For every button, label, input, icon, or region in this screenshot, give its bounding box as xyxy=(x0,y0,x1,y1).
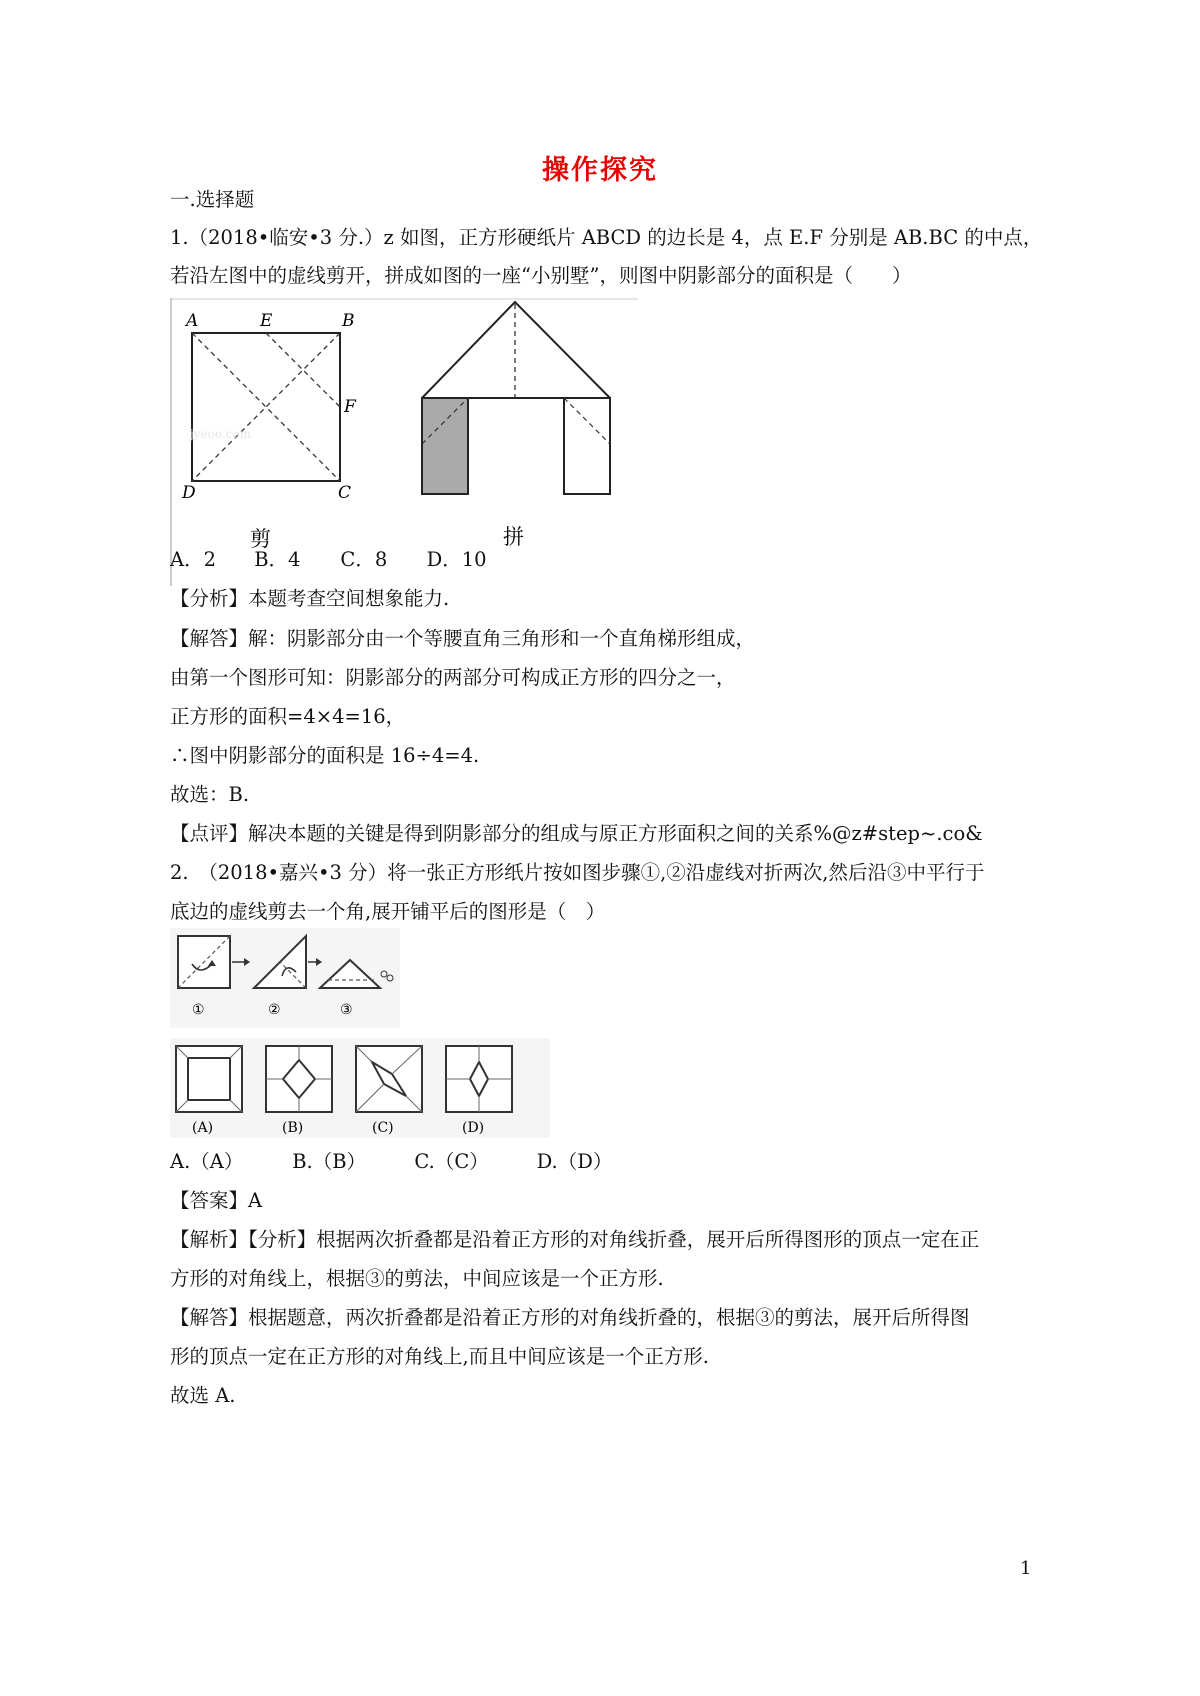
q2-answer: 【答案】A xyxy=(170,1189,263,1212)
q2-explain-line: 【解析】【分析】根据两次折叠都是沿着正方形的对角线折叠，展开后所得图形的顶点一定在正 xyxy=(170,1228,980,1251)
q1-stem-line2: 若沿左图中的虚线剪开，拼成如图的一座“小别墅”，则图中阴影部分的面积是（ ） xyxy=(170,264,912,287)
choice-c-shape xyxy=(356,1046,422,1112)
label-d: D xyxy=(182,483,196,503)
page-title: 操作探究 xyxy=(542,155,658,186)
q2-explain-line: 方形的对角线上，根据③的剪法，中间应该是一个正方形. xyxy=(170,1267,664,1290)
q1-answer-line: ∴图中阴影部分的面积是 16÷4=4. xyxy=(170,744,480,767)
q1-option-b[interactable]: B．4 xyxy=(254,548,301,571)
q1-stem-line1: 1.（2018•临安•3 分.）z 如图，正方形硬纸片 ABCD 的边长是 4，点 E.F 分别是 AB.BC 的中点， xyxy=(170,226,1043,249)
q2-option-a[interactable]: A.（A） xyxy=(170,1150,244,1173)
q1-figure xyxy=(170,298,640,588)
q2-choices-figure xyxy=(170,1038,550,1138)
choice-d-label: (D) xyxy=(462,1120,485,1136)
q1-answer-line: 正方形的面积=4×4=16， xyxy=(170,705,406,728)
q2-options xyxy=(170,1150,612,1174)
label-c: C xyxy=(338,483,352,503)
choice-b-shape xyxy=(266,1046,332,1112)
segment-ef xyxy=(266,333,340,407)
q1-option-d[interactable]: D．10 xyxy=(426,548,487,571)
q2-explain-line: 形的顶点一定在正方形的对角线上,而且中间应该是一个正方形. xyxy=(170,1345,709,1368)
q1-answer-line: 【解答】解：阴影部分由一个等腰直角三角形和一个直角梯形组成， xyxy=(170,627,756,650)
q2-option-c[interactable]: C.（C） xyxy=(414,1150,489,1173)
shaded-pillar xyxy=(422,398,468,494)
choice-c-label: (C) xyxy=(372,1120,394,1136)
caption-assemble: 拼 xyxy=(503,525,524,549)
label-f: F xyxy=(344,397,356,417)
right-pillar xyxy=(564,398,610,494)
step-3-label: ③ xyxy=(340,1002,353,1018)
q2-explain-line: 【解答】根据题意，两次折叠都是沿着正方形的对角线折叠的，根据③的剪法，展开后所得图 xyxy=(170,1306,970,1329)
q1-analysis: 【分析】本题考查空间想象能力. xyxy=(170,587,450,610)
roof xyxy=(422,302,610,398)
label-e: E xyxy=(260,311,273,331)
q2-stem-line2: 底边的虚线剪去一个角,展开铺平后的图形是（ ） xyxy=(170,900,606,923)
choice-a-shape xyxy=(176,1046,242,1112)
q2-option-b[interactable]: B.（B） xyxy=(292,1150,367,1173)
q1-option-c[interactable]: C．8 xyxy=(340,548,388,571)
q2-explain-line: 故选 A. xyxy=(170,1384,236,1407)
section-heading: 一.选择题 xyxy=(170,188,255,211)
page-number: 1 xyxy=(1020,1558,1032,1579)
q2-stem-line1: 2. （2018•嘉兴•3 分）将一张正方形纸片按如图步骤①,②沿虚线对折两次,然后沿③中平行于 xyxy=(170,861,985,884)
q1-answer-line: 故选：B. xyxy=(170,783,250,806)
caption-cut: 剪 xyxy=(250,527,271,551)
q1-option-a[interactable]: A．2 xyxy=(170,548,216,571)
q1-comment: 【点评】解决本题的关键是得到阴影部分的组成与原正方形面积之间的关系%@z#step~.co& xyxy=(170,822,983,845)
step-1-label: ① xyxy=(192,1002,205,1018)
q2-steps-figure xyxy=(170,928,400,1028)
choice-b-label: (B) xyxy=(282,1120,304,1136)
choice-d-shape xyxy=(446,1046,512,1112)
step-2-label: ② xyxy=(268,1002,281,1018)
q1-answer-line: 由第一个图形可知：阴影部分的两部分可构成正方形的四分之一， xyxy=(170,666,736,689)
q2-option-d[interactable]: D.（D） xyxy=(536,1150,613,1173)
choice-a-label: (A) xyxy=(192,1120,214,1136)
watermark: jyeoo.com xyxy=(190,427,251,441)
label-b: B xyxy=(342,311,355,331)
label-a: A xyxy=(186,311,199,331)
q1-options xyxy=(170,548,487,572)
